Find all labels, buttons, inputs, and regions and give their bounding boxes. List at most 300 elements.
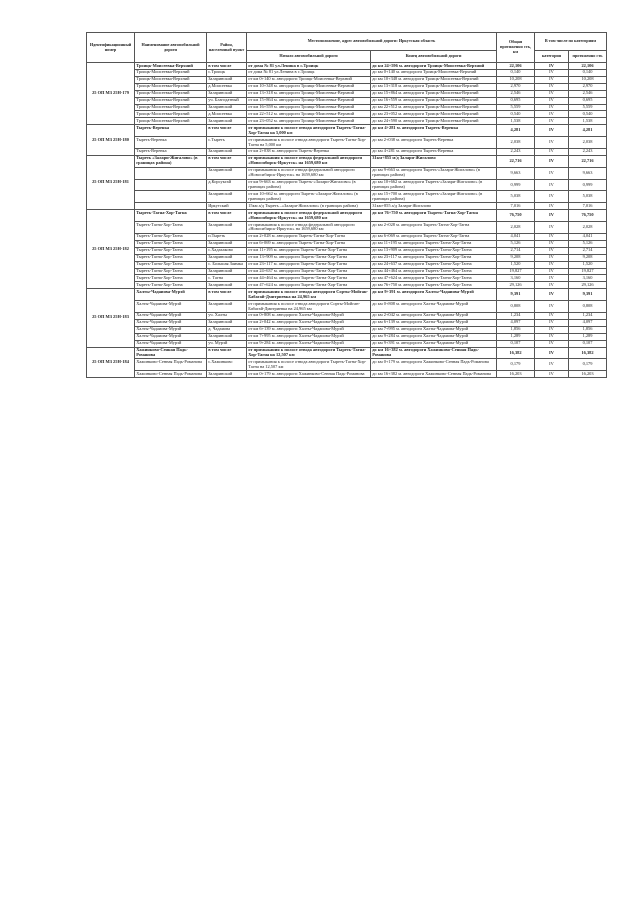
- total-length-cell: 2,038: [497, 137, 535, 149]
- category-length-cell: 1,289: [569, 333, 607, 340]
- category-cell: IV: [535, 261, 569, 268]
- total-length-cell: 22,106: [497, 63, 535, 70]
- table-row: [87, 76, 607, 83]
- category-cell: IV: [535, 167, 569, 179]
- road-name-cell: Троицк-Моисеевка-Верхний: [135, 104, 207, 111]
- category-cell: IV: [535, 254, 569, 261]
- end-cell: до км 6+069 м. автодороги Тыреть-Тагна-Хор-Тагна: [371, 233, 497, 240]
- road-name-cell: Троицк-Моисеевка-Верхний: [135, 76, 207, 83]
- road-name-cell: Троицк-Моисеевка-Верхний: [135, 111, 207, 118]
- district-cell: Заларинский: [207, 76, 247, 83]
- category-length-cell: 3,160: [569, 275, 607, 282]
- end-cell: до км 13+318 м. автодороги Троицк-Моисеевка-Верхний: [371, 83, 497, 90]
- road-id-cell: 25 ОП МЗ 25Н-180: [87, 125, 135, 156]
- category-cell: IV: [535, 347, 569, 359]
- header-incl: В том числе по категориям: [535, 33, 607, 51]
- header-cat: категория: [535, 51, 569, 63]
- total-length-cell: 1,856: [497, 326, 535, 333]
- total-length-cell: 0,808: [497, 301, 535, 313]
- table-row: [87, 90, 607, 97]
- table-row: [87, 118, 607, 125]
- table-row: [87, 340, 607, 347]
- road-name-cell: Тыреть-Тагна-Хор-Тагна: [135, 240, 207, 247]
- total-length-cell: 22,716: [497, 155, 535, 167]
- road-name-cell: Халты-Чадаиова-Мурэй: [135, 312, 207, 319]
- district-cell: в том числе: [207, 289, 247, 301]
- start-cell: от км 9+663 м. автодороги Тыреть-«Залари-Жигалово» (в границах района): [247, 179, 371, 191]
- road-id-cell: 25 ОП МЗ 25Н-181: [87, 155, 135, 209]
- start-cell: от км 10+348 м. автодороги Троицк-Моисеевка-Верхний: [247, 83, 371, 90]
- start-cell: от км 10+662 м. автодороги Тыреть-«Залари-Жигалово» (в границах района): [247, 191, 371, 203]
- total-length-cell: 3,160: [497, 275, 535, 282]
- table-header: [87, 33, 607, 63]
- category-length-cell: 0,140: [569, 69, 607, 76]
- district-cell: Заларинский: [207, 371, 247, 378]
- start-cell: от км 13+318 м. автодороги Троицк-Моисеевка-Верхний: [247, 90, 371, 97]
- category-length-cell: 7,016: [569, 203, 607, 210]
- road-name-cell: Троицк-Моисеевка-Верхний: [135, 63, 207, 70]
- start-cell: от дома № 81 ул.Ленина в с.Троицк: [247, 69, 371, 76]
- road-name-cell: [135, 191, 207, 203]
- category-cell: IV: [535, 179, 569, 191]
- category-cell: IV: [535, 333, 569, 340]
- district-cell: Заларинский: [207, 118, 247, 125]
- category-length-cell: 16,382: [569, 347, 607, 359]
- category-length-cell: 29,126: [569, 282, 607, 289]
- table-row: [87, 319, 607, 326]
- category-cell: IV: [535, 83, 569, 90]
- table-row: [87, 179, 607, 191]
- end-cell: до км 4+281 м. автодороги Тыреть-Веренка: [371, 125, 497, 137]
- category-length-cell: 1,538: [569, 118, 607, 125]
- road-name-cell: Халты-Чадаиова-Мурэй: [135, 289, 207, 301]
- district-cell: Заларинский: [207, 268, 247, 275]
- total-length-cell: 2,028: [497, 222, 535, 234]
- total-length-cell: 5,126: [497, 240, 535, 247]
- table-row: [87, 247, 607, 254]
- category-cell: IV: [535, 118, 569, 125]
- district-cell: Заларинский: [207, 104, 247, 111]
- start-cell: от км 0+140 м. автодороги Троицк-Моисеевка-Верхний: [247, 76, 371, 83]
- category-cell: IV: [535, 222, 569, 234]
- end-cell: до км 7+995 м. автодороги Халты-Чадаиова-Мурэй: [371, 326, 497, 333]
- table-row: [87, 111, 607, 118]
- district-cell: Заларинский: [207, 301, 247, 313]
- total-length-cell: 2,970: [497, 83, 535, 90]
- start-cell: 15км а/д Тыреть –«Залари-Жигалово» (в границах района): [247, 203, 371, 210]
- district-cell: Заларинский: [207, 222, 247, 234]
- start-cell: от примыкания к полосе отвода автодороги Тыреть-Тагна-Хор-Тагна на 12,507 км: [247, 347, 371, 359]
- header-start: Начало автомобильной дороги: [247, 51, 371, 63]
- table-row: [87, 312, 607, 319]
- table-row: [87, 301, 607, 313]
- end-cell: до км 76+750 м. автодороги Тыреть-Тагна-Хор-Тагна: [371, 282, 497, 289]
- end-cell: до км 9+391 м. автодороги Халты-Чадаиова-Мурэй: [371, 340, 497, 347]
- category-cell: IV: [535, 90, 569, 97]
- road-id-cell: 25 ОП МЗ 25Н-183: [87, 289, 135, 347]
- category-cell: IV: [535, 340, 569, 347]
- category-cell: IV: [535, 69, 569, 76]
- district-cell: Заларинский: [207, 240, 247, 247]
- category-cell: IV: [535, 312, 569, 319]
- category-length-cell: 1,856: [569, 326, 607, 333]
- category-length-cell: 1,234: [569, 312, 607, 319]
- table-row: [87, 261, 607, 268]
- district-cell: Заларинский: [207, 333, 247, 340]
- start-cell: от км 2+042 м. автодороги Халты-Чадаиова-Мурэй: [247, 319, 371, 326]
- start-cell: от дома № 81 ул.Ленина в с.Троицк: [247, 63, 371, 70]
- table-row: [87, 240, 607, 247]
- header-end: Конец автомобильной дороги: [371, 51, 497, 63]
- start-cell: от примыкания к полосе отвода автодороги Тыреть-Тагна-Хор-Тагна на 12,507 км: [247, 359, 371, 371]
- district-cell: д. Чадаиова: [207, 326, 247, 333]
- end-cell: до км 10+348 м. автодороги Троицк-Моисеевка-Верхний: [371, 76, 497, 83]
- table-row: [87, 83, 607, 90]
- total-length-cell: 1,289: [497, 333, 535, 340]
- district-cell: Иркутский: [207, 203, 247, 210]
- total-length-cell: 16,203: [497, 371, 535, 378]
- start-cell: от км 15+864 м. автодороги Троицк-Моисеевка-Верхний: [247, 97, 371, 104]
- district-cell: д.Корсукгай: [207, 179, 247, 191]
- table-body: [87, 63, 607, 378]
- district-cell: д.Моисеевка: [207, 111, 247, 118]
- start-cell: от км 6+069 м. автодороги Тыреть-Тагна-Хор-Тагна: [247, 240, 371, 247]
- start-cell: от км 2+038 м. автодороги Тыреть-Веренка: [247, 148, 371, 155]
- category-cell: IV: [535, 111, 569, 118]
- total-length-cell: 4,097: [497, 319, 535, 326]
- district-cell: с. Большая Заимка: [207, 261, 247, 268]
- start-cell: от км 2+028 м. автодороги Тыреть-Тагна-Хор-Тагна: [247, 233, 371, 240]
- start-cell: от примыкания к полосе отвода автодороги Сорты-Мойган-Бабагай-Дмитриевка на 24,965 км: [247, 301, 371, 313]
- table-row: [87, 210, 607, 222]
- road-name-cell: [135, 203, 207, 210]
- total-length-cell: 0,540: [497, 111, 535, 118]
- road-name-cell: Троицк-Моисеевка-Верхний: [135, 118, 207, 125]
- total-length-cell: 0,140: [497, 69, 535, 76]
- start-cell: от км 23+052 м. автодороги Троицк-Моисеевка-Верхний: [247, 118, 371, 125]
- total-length-cell: 19,827: [497, 268, 535, 275]
- category-cell: IV: [535, 282, 569, 289]
- road-name-cell: [135, 179, 207, 191]
- district-cell: Заларинский: [207, 254, 247, 261]
- end-cell: до км 9+663 м. автодороги Тыреть-«Залари-Жигалово» (в границах района): [371, 167, 497, 179]
- category-length-cell: 5,559: [569, 104, 607, 111]
- start-cell: от км 9+284 м. автодороги Халты-Чадаиова-Мурэй: [247, 340, 371, 347]
- road-name-cell: Тыреть-Тагна-Хор-Тагна: [135, 233, 207, 240]
- district-cell: уч. Халты: [207, 312, 247, 319]
- start-cell: от примыкания к полосе отвода федеральной автодороги «Новосибирск-Иркутск» на 1659,680 км: [247, 155, 371, 167]
- district-cell: в том числе: [207, 125, 247, 137]
- total-length-cell: 1,520: [497, 261, 535, 268]
- total-length-cell: 9,391: [497, 289, 535, 301]
- category-length-cell: 76,750: [569, 210, 607, 222]
- district-cell: с.Хадахаково: [207, 247, 247, 254]
- category-length-cell: 0,999: [569, 179, 607, 191]
- category-length-cell: 2,714: [569, 247, 607, 254]
- district-cell: д.Моисеевка: [207, 83, 247, 90]
- total-length-cell: 1,234: [497, 312, 535, 319]
- category-cell: IV: [535, 301, 569, 313]
- table-row: [87, 97, 607, 104]
- district-cell: Заларинский: [207, 191, 247, 203]
- road-name-cell: Тыреть-Веренка: [135, 137, 207, 149]
- total-length-cell: 0,179: [497, 359, 535, 371]
- category-cell: IV: [535, 210, 569, 222]
- end-cell: до км 15+864 м. автодороги Троицк-Моисеевка-Верхний: [371, 90, 497, 97]
- road-name-cell: Тыреть-Тагна-Хор-Тагна: [135, 275, 207, 282]
- category-length-cell: 10,208: [569, 76, 607, 83]
- category-length-cell: 4,097: [569, 319, 607, 326]
- end-cell: 31км+855 м/д Залари-Жигалово: [371, 155, 497, 167]
- start-cell: от км 11+195 м. автодороги Тыреть-Тагна-Хор-Тагна: [247, 247, 371, 254]
- table-row: [87, 222, 607, 234]
- total-length-cell: 0,107: [497, 340, 535, 347]
- category-cell: IV: [535, 125, 569, 137]
- end-cell: до км 23+052 м. автодороги Троицк-Моисеевка-Верхний: [371, 111, 497, 118]
- category-length-cell: 4,041: [569, 233, 607, 240]
- road-name-cell: Троицк-Моисеевка-Верхний: [135, 69, 207, 76]
- end-cell: до км 23+117 м. автодороги Тыреть-Тагна-Хор-Тагна: [371, 254, 497, 261]
- end-cell: до км 11+195 м. автодороги Тыреть-Тагна-Хор-Тагна: [371, 240, 497, 247]
- road-name-cell: Тыреть «Залари-Жигалово» (в границах района): [135, 155, 207, 167]
- table-row: [87, 359, 607, 371]
- category-length-cell: 1,520: [569, 261, 607, 268]
- road-name-cell: Тыреть-Тагна-Хор-Тагна: [135, 282, 207, 289]
- category-length-cell: 0,107: [569, 340, 607, 347]
- header-name: Наименование автомобильной дороги: [135, 33, 207, 63]
- end-cell: до км 24+590 м. автодороги Троицк-Моисеевка-Верхний: [371, 118, 497, 125]
- district-cell: уч. Благодатный: [207, 97, 247, 104]
- table-row: [87, 282, 607, 289]
- category-length-cell: 2,038: [569, 137, 607, 149]
- header-district: Район, населенный пункт: [207, 33, 247, 63]
- category-cell: IV: [535, 289, 569, 301]
- road-name-cell: Тыреть-Тагна-Хор-Тагна: [135, 222, 207, 234]
- end-cell: до км 16+382 м. автодороги Хажинково-Сенная Падь-Романова: [371, 347, 497, 359]
- total-length-cell: 2,546: [497, 90, 535, 97]
- table-row: [87, 137, 607, 149]
- end-cell: до км 9+391 м. автодороги Халты-Чадаиова-Мурэй: [371, 289, 497, 301]
- start-cell: от примыкания к полосе отвода автодороги Тыреть-Тагна-Хор-Тагна на 5,000 км: [247, 125, 371, 137]
- total-length-cell: 29,126: [497, 282, 535, 289]
- district-cell: уч. Мурэй: [207, 340, 247, 347]
- total-length-cell: 0,999: [497, 179, 535, 191]
- category-cell: IV: [535, 247, 569, 254]
- end-cell: до км 2+028 м. автодороги Тыреть-Тагна-Хор-Тагна: [371, 222, 497, 234]
- end-cell: 31км+855 а/д Залари-Жигалово: [371, 203, 497, 210]
- district-cell: с.Тыреть: [207, 137, 247, 149]
- end-cell: до км 13+909 м. автодороги Тыреть-Тагна-Хор-Тагна: [371, 247, 497, 254]
- category-length-cell: 0,179: [569, 359, 607, 371]
- end-cell: до км 47+624 м. автодороги Тыреть-Тагна-Хор-Тагна: [371, 275, 497, 282]
- total-length-cell: 2,714: [497, 247, 535, 254]
- district-cell: в том числе: [207, 155, 247, 167]
- table-row: [87, 63, 607, 70]
- category-cell: IV: [535, 326, 569, 333]
- table-row: [87, 191, 607, 203]
- category-length-cell: 2,970: [569, 83, 607, 90]
- end-cell: до км 2+038 м. автодороги Тыреть-Веренка: [371, 137, 497, 149]
- category-cell: IV: [535, 97, 569, 104]
- district-cell: с. Тагна: [207, 275, 247, 282]
- category-cell: IV: [535, 155, 569, 167]
- category-cell: IV: [535, 63, 569, 70]
- end-cell: до км 24+637 м. автодороги Тыреть-Тагна-Хор-Тагна: [371, 261, 497, 268]
- start-cell: от км 13+909 м. автодороги Тыреть-Тагна-Хор-Тагна: [247, 254, 371, 261]
- road-name-cell: Хажинково-Сенная Падь-Романова: [135, 347, 207, 359]
- total-length-cell: 76,750: [497, 210, 535, 222]
- total-length-cell: 9,208: [497, 254, 535, 261]
- road-name-cell: Троицк-Моисеевка-Верхний: [135, 90, 207, 97]
- category-length-cell: 22,106: [569, 63, 607, 70]
- end-cell: до км 22+512 м. автодороги Троицк-Моисеевка-Верхний: [371, 104, 497, 111]
- category-cell: IV: [535, 359, 569, 371]
- end-cell: до км 0+808 м. автодороги Халты-Чадаиова-Мурэй: [371, 301, 497, 313]
- start-cell: от км 0+179 м. автодороги Хажинково-Сенная Падь-Романова: [247, 371, 371, 378]
- end-cell: до км 4+281 м. автодороги Тыреть-Веренка: [371, 148, 497, 155]
- end-cell: до км 2+042 м. автодороги Халты-Чадаиова-Мурэй: [371, 312, 497, 319]
- road-name-cell: Троицк-Моисеевка-Верхний: [135, 97, 207, 104]
- category-cell: IV: [535, 191, 569, 203]
- road-name-cell: [135, 167, 207, 179]
- total-length-cell: 5,038: [497, 191, 535, 203]
- header-location: Местоположение, адрес автомобильной дороги: Иркутская область: [247, 33, 497, 51]
- road-id-cell: 25 ОП МЗ 25Н-179: [87, 63, 135, 125]
- category-length-cell: 5,126: [569, 240, 607, 247]
- district-cell: с.Троицк: [207, 69, 247, 76]
- total-length-cell: 5,559: [497, 104, 535, 111]
- category-cell: IV: [535, 371, 569, 378]
- start-cell: от км 7+995 м. автодороги Халты-Чадаиова-Мурэй: [247, 333, 371, 340]
- header-id: Идентификационный номер: [87, 33, 135, 63]
- end-cell: до км 16+382 м. автодороги Хажинково-Сенная Падь-Романова: [371, 371, 497, 378]
- category-length-cell: 4,281: [569, 125, 607, 137]
- end-cell: до км 0+140 м. автодороги Троицк-Моисеевка-Верхний: [371, 69, 497, 76]
- table-row: [87, 268, 607, 275]
- table-row: [87, 254, 607, 261]
- table-row: [87, 104, 607, 111]
- category-length-cell: 5,038: [569, 191, 607, 203]
- category-length-cell: 0,808: [569, 301, 607, 313]
- district-cell: п.Тыреть: [207, 233, 247, 240]
- end-cell: до км 16+559 м. автодороги Троицк-Моисеевка-Верхний: [371, 97, 497, 104]
- end-cell: до км 76+750 м. автодороги Тыреть-Тагна-Хор-Тагна: [371, 210, 497, 222]
- category-cell: IV: [535, 268, 569, 275]
- start-cell: от км 0+808 м. автодороги Халты-Чадаиова-Мурэй: [247, 312, 371, 319]
- road-name-cell: Хажинково-Сенная Падь-Романова: [135, 371, 207, 378]
- table-row: [87, 233, 607, 240]
- total-length-cell: 4,041: [497, 233, 535, 240]
- start-cell: от км 24+637 м. автодороги Тыреть-Тагна-Хор-Тагна: [247, 268, 371, 275]
- start-cell: от км 47+624 м. автодороги Тыреть-Тагна-Хор-Тагна: [247, 282, 371, 289]
- table-row: [87, 289, 607, 301]
- end-cell: до км 9+284 м. автодороги Халты-Чадаиова-Мурэй: [371, 333, 497, 340]
- road-name-cell: Халты-Чадаиова-Мурэй: [135, 319, 207, 326]
- end-cell: до км 44+464 м. автодороги Тыреть-Тагна-Хор-Тагна: [371, 268, 497, 275]
- end-cell: до км 24+596 м. автодороги Троицк-Моисеевка-Верхний: [371, 63, 497, 70]
- table-row: [87, 203, 607, 210]
- start-cell: от примыкания к полосе отвода автодороги Сорты-Мойган-Бабагай-Дмитриевка на 24,965 км: [247, 289, 371, 301]
- category-cell: IV: [535, 319, 569, 326]
- table-row: [87, 155, 607, 167]
- total-length-cell: 16,382: [497, 347, 535, 359]
- table-row: [87, 371, 607, 378]
- road-name-cell: Халты-Чадаиова-Мурэй: [135, 333, 207, 340]
- category-length-cell: 0,540: [569, 111, 607, 118]
- road-name-cell: Тыреть-Веренка: [135, 125, 207, 137]
- road-name-cell: Тыреть-Тагна-Хор-Тагна: [135, 261, 207, 268]
- category-length-cell: 9,208: [569, 254, 607, 261]
- start-cell: от км 16+559 м. автодороги Троицк-Моисеевка-Верхний: [247, 104, 371, 111]
- total-length-cell: 1,538: [497, 118, 535, 125]
- category-length-cell: 0,695: [569, 97, 607, 104]
- district-cell: в том числе: [207, 63, 247, 70]
- roads-table: [86, 32, 607, 378]
- road-name-cell: Тыреть-Тагна-Хор-Тагна: [135, 247, 207, 254]
- road-name-cell: Троицк-Моисеевка-Верхний: [135, 83, 207, 90]
- category-length-cell: 2,546: [569, 90, 607, 97]
- road-name-cell: Тыреть-Тагна-Хор-Тагна: [135, 268, 207, 275]
- road-name-cell: Халты-Чадаиова-Мурэй: [135, 340, 207, 347]
- category-cell: IV: [535, 137, 569, 149]
- district-cell: Заларинский: [207, 90, 247, 97]
- table-row: [87, 69, 607, 76]
- district-cell: в том числе: [207, 210, 247, 222]
- district-cell: в том числе: [207, 347, 247, 359]
- district-cell: с.Хажинково: [207, 359, 247, 371]
- table-row: [87, 125, 607, 137]
- total-length-cell: 0,695: [497, 97, 535, 104]
- road-name-cell: Тыреть-Тагна-Хор-Тагна: [135, 210, 207, 222]
- table-row: [87, 148, 607, 155]
- district-cell: Заларинский: [207, 167, 247, 179]
- category-length-cell: 9,391: [569, 289, 607, 301]
- road-name-cell: Халты-Чадаиова-Мурэй: [135, 326, 207, 333]
- header-total: Общая протяженно сть, км: [497, 33, 535, 63]
- document-page: [86, 32, 606, 378]
- total-length-cell: 7,016: [497, 203, 535, 210]
- start-cell: от примыкания к полосе отвода федеральной автодороги «Новосибирск-Иркутск» на 1659,680 км: [247, 210, 371, 222]
- table-row: [87, 167, 607, 179]
- district-cell: Заларинский: [207, 282, 247, 289]
- total-length-cell: 9,663: [497, 167, 535, 179]
- category-cell: IV: [535, 275, 569, 282]
- end-cell: до км 10+662 м. автодороги Тыреть-«Залари-Жигалово» (в границах района): [371, 179, 497, 191]
- category-cell: IV: [535, 233, 569, 240]
- category-cell: IV: [535, 148, 569, 155]
- category-length-cell: 9,663: [569, 167, 607, 179]
- category-cell: IV: [535, 203, 569, 210]
- road-name-cell: Тыреть-Веренка: [135, 148, 207, 155]
- table-row: [87, 326, 607, 333]
- category-length-cell: 22,716: [569, 155, 607, 167]
- total-length-cell: 4,281: [497, 125, 535, 137]
- district-cell: Заларинский: [207, 148, 247, 155]
- road-name-cell: Тыреть-Тагна-Хор-Тагна: [135, 254, 207, 261]
- start-cell: от км 23+117 м. автодороги Тыреть-Тагна-Хор-Тагна: [247, 261, 371, 268]
- category-cell: IV: [535, 240, 569, 247]
- end-cell: до км 0+179 м. автодороги Хажинково-Сенная Падь-Романова: [371, 359, 497, 371]
- header-len: протяженно сть: [569, 51, 607, 63]
- road-name-cell: Халты-Чадаиова-Мурэй: [135, 301, 207, 313]
- category-cell: IV: [535, 104, 569, 111]
- road-id-cell: 25 ОП МЗ 25Н-182: [87, 210, 135, 289]
- category-length-cell: 2,243: [569, 148, 607, 155]
- table-row: [87, 333, 607, 340]
- start-cell: от км 44+464 м. автодороги Тыреть-Тагна-Хор-Тагна: [247, 275, 371, 282]
- end-cell: до км 6+139 м. автодороги Халты-Чадаиова-Мурэй: [371, 319, 497, 326]
- start-cell: от примыкания к полосе отвода федеральной автодороги «Новосибирск-Иркутск» на 1659,680 км: [247, 222, 371, 234]
